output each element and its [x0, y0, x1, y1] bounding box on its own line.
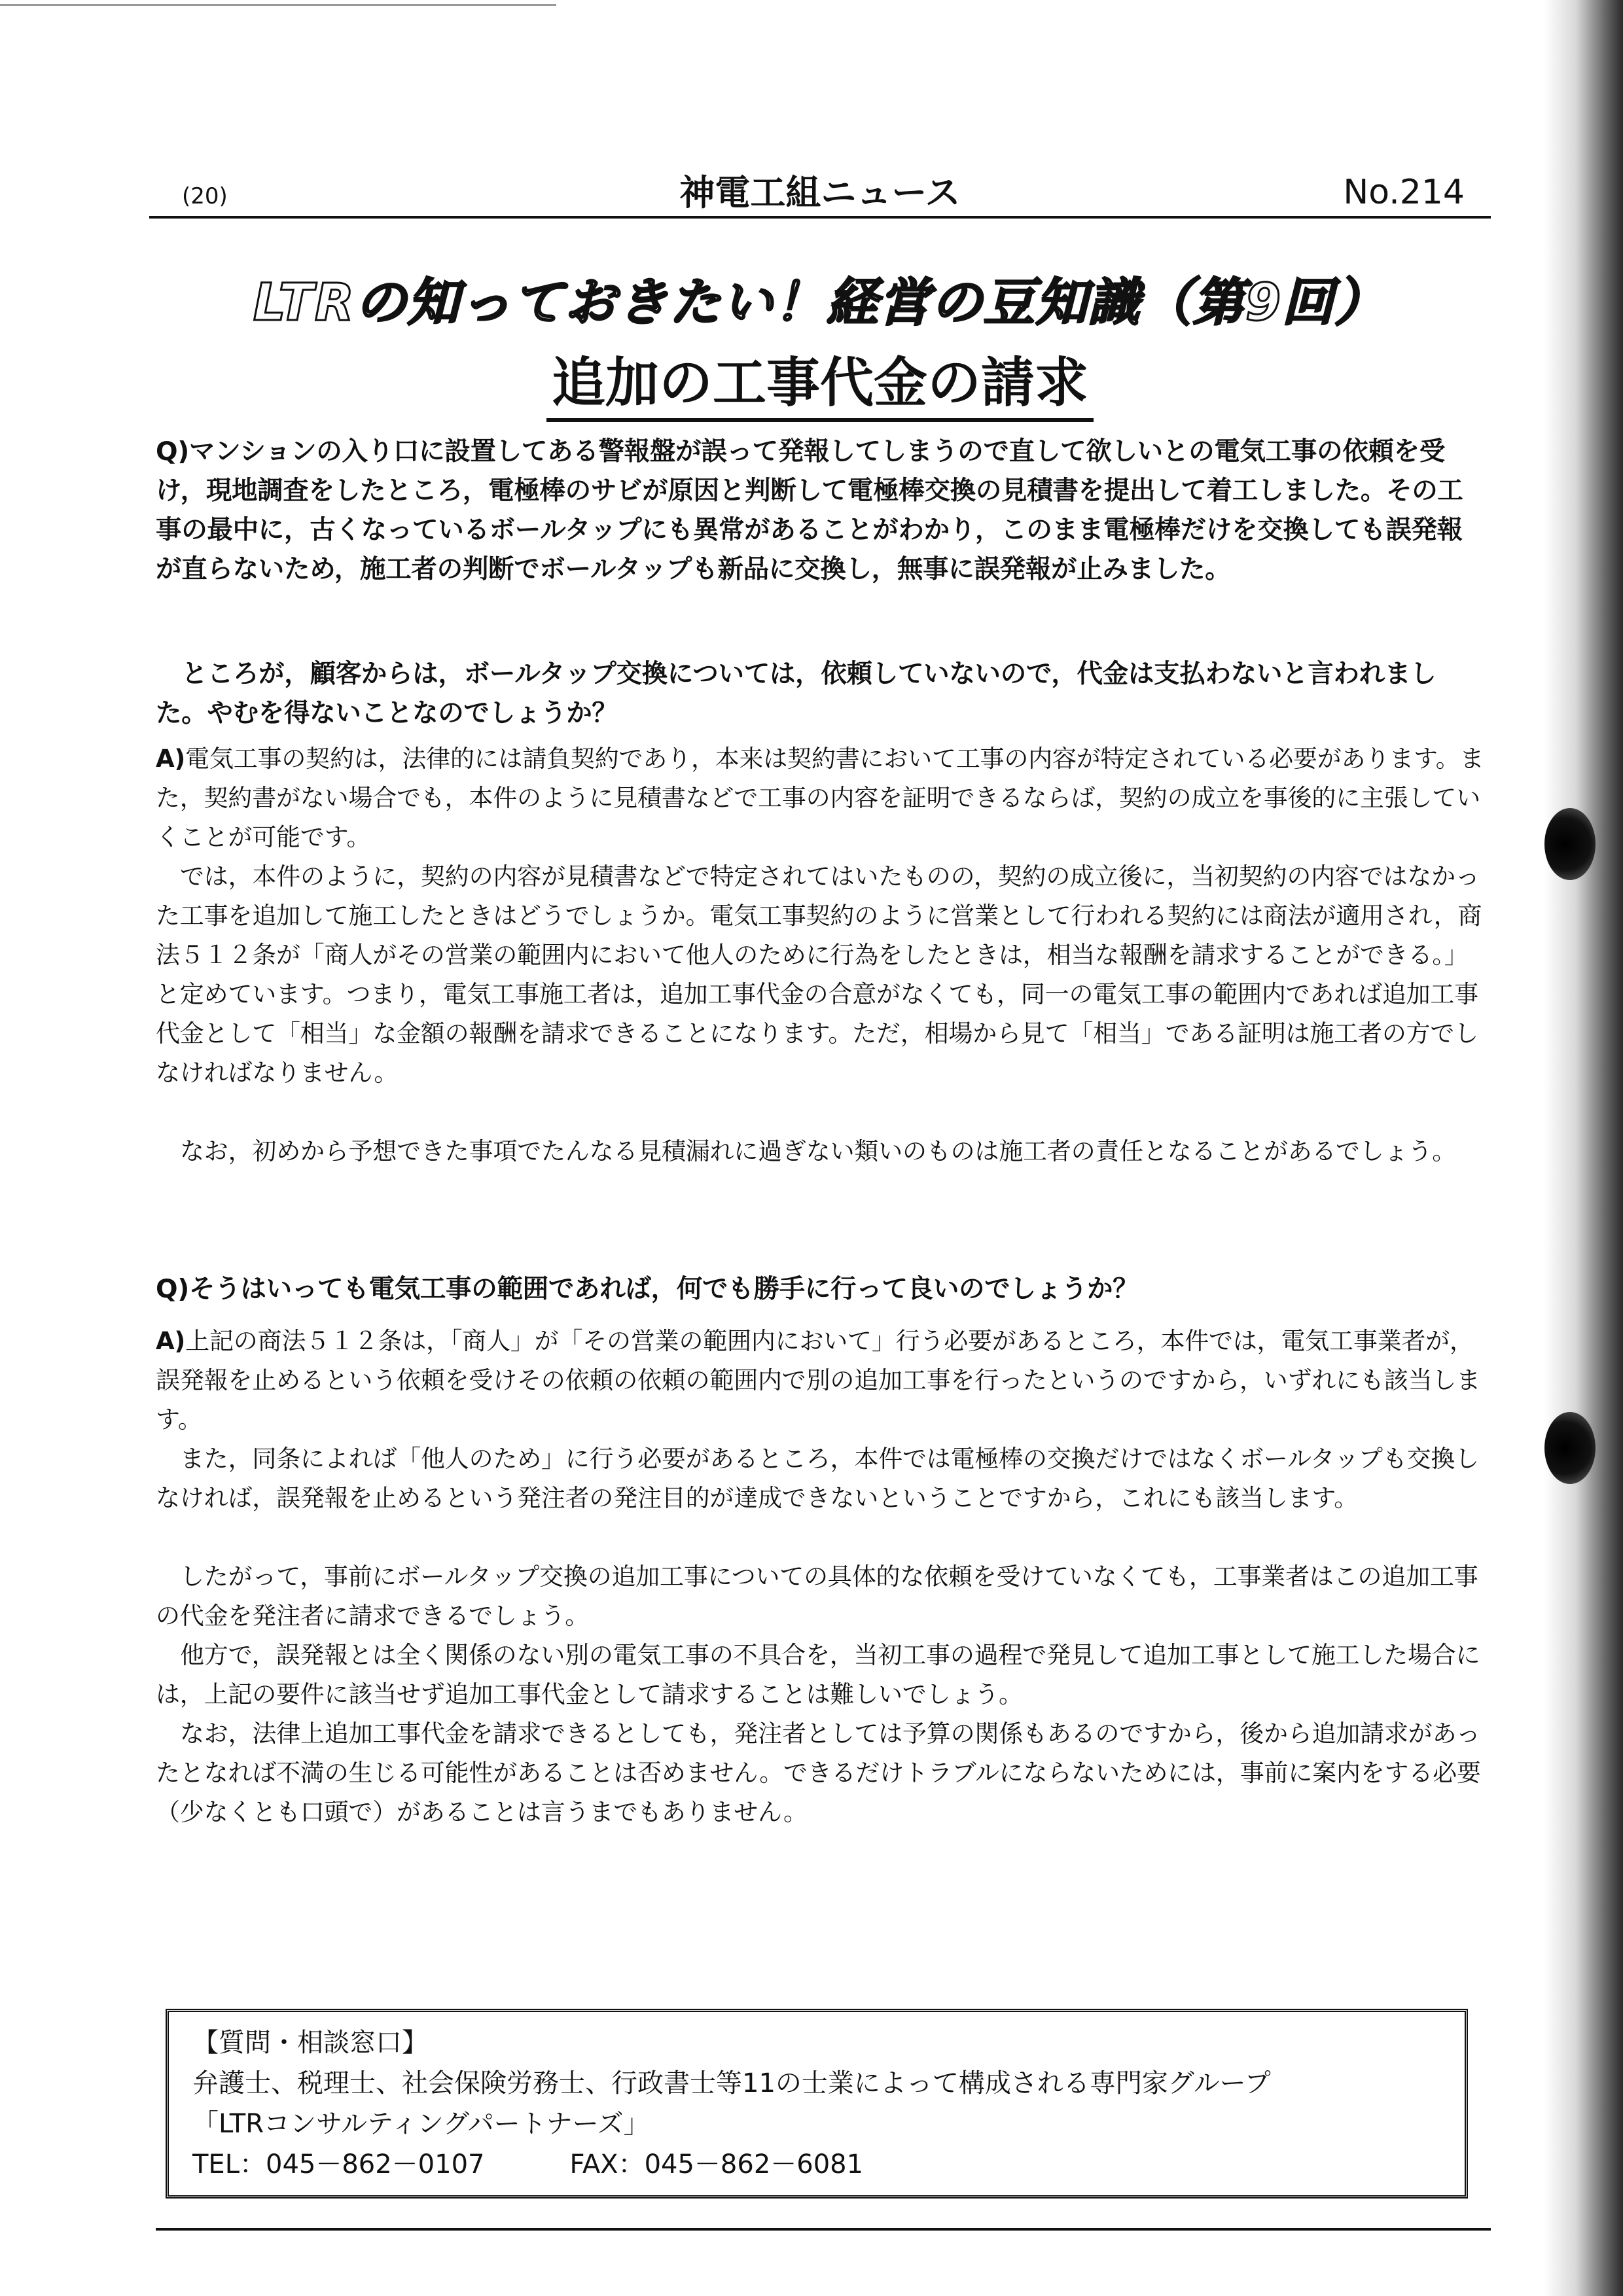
top-divider [0, 4, 556, 6]
contact-fax: FAX：045－862－6081 [569, 2149, 864, 2180]
question-marker: Q) [156, 436, 190, 467]
newsletter-title: 神電工組ニュース [679, 172, 961, 213]
answer-2-paragraph-1 [156, 1322, 1484, 1439]
question-1-text: マンションの入り口に設置してある警報盤が誤って発報してしまうので直して欲しいとの電気工事の依頼を受け，現地調査をしたところ，電極棒のサビが原因と判断して電極棒交換の見積書を提出して着工しました。その工事の最中に，古くなっているボールタップにも異常があることがわかり，このまま電極棒だけを交換しても誤発報が直らないため，施工者の判断でボールタップも新品に交換し，無事に誤発報が止みました。 [156, 436, 1463, 584]
contact-description: 弁護士、税理士、社会保険労務士、行政書士等11の士業によって構成される専門家グループ [192, 2068, 1271, 2098]
contact-box [166, 2009, 1468, 2199]
contact-phone-row [192, 2144, 1441, 2185]
answer-1-paragraph-2: では，本件のように，契約の内容が見積書などで特定されてはいたものの，契約の成立後に，当初契約の内容ではなかった工事を追加して施工したときはどうでしょうか。電気工事契約のように営業として行われる契約には商法が適用され，商法５１２条が「商人がその営業の範囲内において他人のために行為をしたときは，相当な報酬を請求することができる。」と定めています。つまり，電気工事施工者は，追加工事代金の合意がなくても，同一の電気工事の範囲内であれば追加工事代金として「相当」な金額の報酬を請求できることになります。ただ，相場から見て「相当」である証明は施工者の方でしなければなりません。 [156, 862, 1482, 1087]
answer-2-paragraph-2: また，同条によれば「他人のため」に行う必要があるところ，本件では電極棒の交換だけではなくボールタップも交換しなければ，誤発報を止めるという発注者の発注目的が達成できないということですから，これにも該当します。 [156, 1445, 1479, 1512]
question-1-followup: ところが，顧客からは，ボールタップ交換については，依頼していないので，代金は支払わないと言われました。やむを得ないことなのでしょうか？ [156, 659, 1436, 728]
article-title-wrap [149, 340, 1491, 417]
question-1-paragraph [156, 432, 1484, 589]
issue-number: No.214 [1343, 173, 1465, 212]
page-number: (20) [182, 183, 228, 209]
contact-heading: 【質問・相談窓口】 [192, 2028, 428, 2058]
newsletter-page [149, 144, 1491, 2238]
series-title: LTRの知っておきたい！経営の豆知識（第9回） [253, 274, 1387, 332]
question-2-paragraph [156, 1269, 1484, 1309]
punch-hole-lower [1544, 1412, 1596, 1484]
answer-2-paragraph-3: したがって，事前にボールタップ交換の追加工事についての具体的な依頼を受けていなくても，工事業者はこの追加工事の代金を発注者に請求できるでしょう。 [156, 1563, 1478, 1630]
answer-marker: A) [156, 745, 186, 773]
answer-marker: A) [156, 1327, 186, 1355]
page-header [149, 164, 1491, 219]
contact-group-name: 「LTRコンサルティングパートナーズ」 [192, 2109, 650, 2139]
bottom-divider [156, 2228, 1491, 2231]
contact-tel: TEL：045－862－0107 [192, 2149, 485, 2180]
answer-1-text-1: 電気工事の契約は，法律的には請負契約であり，本来は契約書において工事の内容が特定されている必要があります。また，契約書がない場合でも，本件のように見積書などで工事の内容を証明できるならば，契約の成立を事後的に主張していくことが可能です。 [156, 745, 1484, 851]
question-marker: Q) [156, 1274, 190, 1304]
answer-2-paragraph-5: なお，法律上追加工事代金を請求できるとしても，発注者としては予算の関係もあるのですから，後から追加請求があったとなれば不満の生じる可能性があることは否めません。できるだけトラブルにならないためには，事前に案内をする必要（少なくとも口頭で）があることは言うまでもありません。 [156, 1720, 1481, 1826]
answer-2-paragraph-4: 他方で，誤発報とは全く関係のない別の電気工事の不具合を，当初工事の過程で発見して追加工事として施工した場合には，上記の要件に該当せず追加工事代金として請求することは難しいでしょう。 [156, 1641, 1480, 1708]
answer-2-text-1: 上記の商法５１２条は，「商人」が「その営業の範囲内において」行う必要があるところ，本件では，電気工事業者が，誤発報を止めるという依頼を受けその依頼の依頼の範囲内で別の追加工事を行ったというのですから，いずれにも該当します。 [156, 1327, 1480, 1434]
answer-1-paragraph-1 [156, 739, 1484, 857]
question-2-text: そうはいっても電気工事の範囲であれば，何でも勝手に行って良いのでしょうか？ [189, 1274, 1139, 1304]
article-title: 追加の工事代金の請求 [546, 352, 1094, 422]
scan-shadow-edge [1544, 0, 1623, 2296]
answer-1-paragraph-3: なお，初めから予想できた事項でたんなる見積漏れに過ぎない類いのものは施工者の責任となることがあるでしょう。 [180, 1137, 1457, 1165]
punch-hole-upper [1544, 808, 1596, 880]
